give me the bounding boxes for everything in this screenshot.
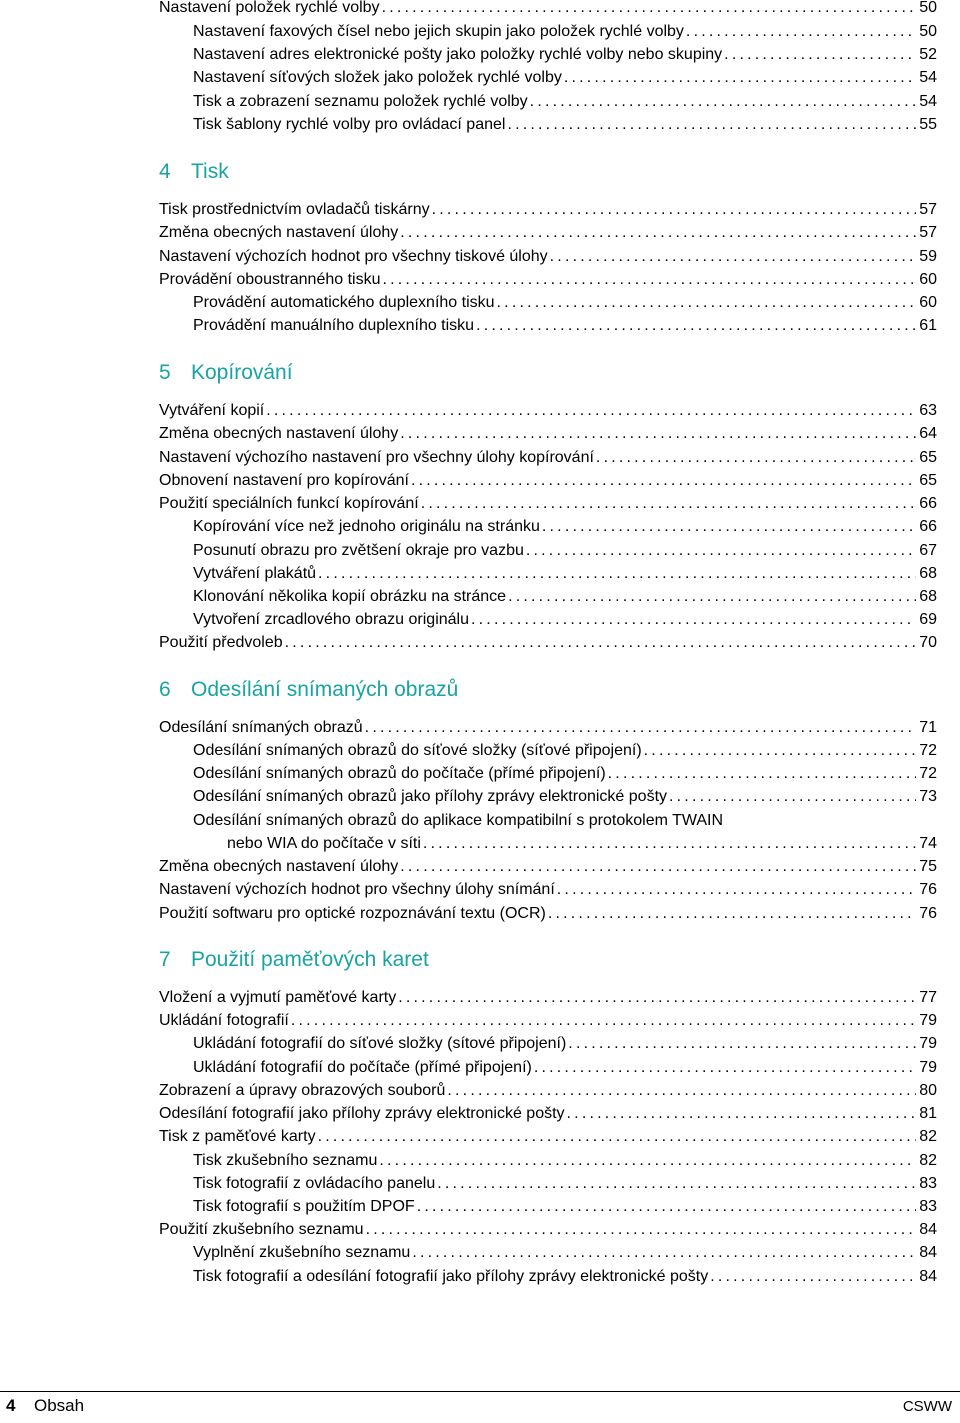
toc-entry[interactable] <box>193 608 937 631</box>
toc-entry[interactable] <box>193 66 937 89</box>
chapter-title: Kopírování <box>191 361 293 384</box>
toc-entry-page: 59 <box>919 248 937 265</box>
toc-entry[interactable] <box>193 539 937 562</box>
toc-entry-page: 65 <box>919 449 937 466</box>
toc-entry-page: 63 <box>919 402 937 419</box>
toc-entry[interactable] <box>159 1218 937 1241</box>
toc-entry[interactable] <box>193 20 937 43</box>
toc-entry-title: Tisk prostřednictvím ovladačů tiskárny <box>159 201 430 218</box>
toc-entry[interactable] <box>159 422 937 445</box>
toc-entry[interactable] <box>193 113 937 136</box>
chapter-heading[interactable] <box>159 676 458 704</box>
toc-entry[interactable] <box>159 631 937 654</box>
chapter-number: 4 <box>159 160 171 183</box>
toc-entry-page: 68 <box>919 565 937 582</box>
toc-entry-title: Změna obecných nastavení úlohy <box>159 425 399 442</box>
toc-entry-title: Nastavení položek rychlé volby <box>159 0 380 16</box>
toc-entry-page: 79 <box>919 1035 937 1052</box>
toc-entry-title: Vytváření kopií <box>159 402 265 419</box>
toc-entry[interactable] <box>193 515 937 538</box>
toc-entry-title: Klonování několika kopií obrázku na stránce <box>193 588 507 605</box>
toc-entry-page: 57 <box>919 201 937 218</box>
toc-entry-continuation[interactable] <box>227 832 937 855</box>
toc-entry[interactable] <box>193 762 937 785</box>
toc-entry-page: 60 <box>919 294 937 311</box>
toc-entry-page: 73 <box>919 788 937 805</box>
toc-entry[interactable] <box>159 1102 937 1125</box>
toc-entry-title: Nastavení výchozích hodnot pro všechny tiskové úlohy <box>159 248 548 265</box>
toc-entry-page: 57 <box>919 224 937 241</box>
toc-entry-page: 64 <box>919 425 937 442</box>
toc-entry-title: Provádění automatického duplexního tisku <box>193 294 495 311</box>
chapter-heading[interactable] <box>159 158 229 186</box>
toc-entry[interactable] <box>159 469 937 492</box>
toc-entry-title: Odesílání snímaných obrazů jako přílohy zprávy elektronické pošty <box>193 788 668 805</box>
toc-entry[interactable] <box>159 986 937 1009</box>
toc-entry[interactable] <box>193 785 937 808</box>
toc-entry-page: 52 <box>919 46 937 63</box>
toc-entry-title: Zobrazení a úpravy obrazových souborů <box>159 1082 446 1099</box>
toc-entry-page: 65 <box>919 472 937 489</box>
toc-entry[interactable] <box>193 1032 937 1055</box>
footer-section-title: Obsah <box>34 1396 85 1415</box>
toc-entry[interactable] <box>193 1195 937 1218</box>
toc-entry-page: 75 <box>919 858 937 875</box>
toc-entry-title: Vytvoření zrcadlového obrazu originálu <box>193 611 470 628</box>
toc-entry-title: Vytváření plakátů <box>193 565 317 582</box>
toc-entry[interactable] <box>193 1241 937 1264</box>
toc-entry[interactable] <box>159 716 937 739</box>
toc-entry[interactable] <box>193 562 937 585</box>
toc-entry-title: Změna obecných nastavení úlohy <box>159 858 399 875</box>
toc-entry-page: 66 <box>919 518 937 535</box>
toc-entry-title: Posunutí obrazu pro zvětšení okraje pro vazbu <box>193 542 524 559</box>
toc-entry-title: Provádění oboustranného tisku <box>159 271 381 288</box>
toc-entry[interactable] <box>193 1056 937 1079</box>
toc-entry-title: Tisk fotografií a odesílání fotografií jako přílohy zprávy elektronické pošty <box>193 1268 709 1285</box>
toc-entry-page: 83 <box>919 1175 937 1192</box>
toc-entry-page: 50 <box>919 23 937 40</box>
toc-entry-title: Nastavení adres elektronické pošty jako položky rychlé volby nebo skupiny <box>193 46 723 63</box>
toc-entry-title: Tisk fotografií z ovládacího panelu <box>193 1175 436 1192</box>
toc-entry[interactable] <box>159 446 937 469</box>
toc-entry-wrapped[interactable] <box>193 809 937 832</box>
toc-entry[interactable] <box>159 878 937 901</box>
toc-entry-title: Použití speciálních funkcí kopírování <box>159 495 419 512</box>
toc-entry[interactable] <box>159 0 937 19</box>
toc-entry[interactable] <box>159 221 937 244</box>
page-footer <box>0 1391 960 1423</box>
toc-entry-page: 81 <box>919 1105 937 1122</box>
toc-entry-title: Nastavení výchozích hodnot pro všechny úlohy snímání <box>159 881 555 898</box>
toc-entry-title: Ukládání fotografií do síťové složky (sítové připojení) <box>193 1035 567 1052</box>
toc-entry[interactable] <box>159 902 937 925</box>
toc-entry-title: Tisk fotografií s použitím DPOF <box>193 1198 415 1215</box>
chapter-number: 6 <box>159 678 171 701</box>
toc-entry[interactable] <box>193 291 937 314</box>
toc-entry-page: 77 <box>919 989 937 1006</box>
toc-entry[interactable] <box>193 314 937 337</box>
toc-entry[interactable] <box>193 1265 937 1288</box>
toc-entry-page: 54 <box>919 93 937 110</box>
chapter-heading[interactable] <box>159 946 429 974</box>
toc-entry[interactable] <box>159 1079 937 1102</box>
toc-entry-title: Tisk a zobrazení seznamu položek rychlé volby <box>193 93 528 110</box>
toc-entry-title: Změna obecných nastavení úlohy <box>159 224 399 241</box>
toc-entry[interactable] <box>159 198 937 221</box>
toc-entry[interactable] <box>193 1172 937 1195</box>
toc-entry-title: Tisk z paměťové karty <box>159 1128 316 1145</box>
toc-entry-title: Odesílání fotografií jako přílohy zprávy elektronické pošty <box>159 1105 565 1122</box>
toc-entry-title: Použití předvoleb <box>159 634 283 651</box>
footer-brand-code: CSWW <box>902 1398 952 1415</box>
toc-entry[interactable] <box>159 268 937 291</box>
toc-entry-title: Odesílání snímaných obrazů <box>159 719 363 736</box>
chapter-title: Odesílání snímaných obrazů <box>191 678 459 701</box>
toc-entry-title: Nastavení výchozího nastavení pro všechny úlohy kopírování <box>159 449 594 466</box>
toc-entry-page: 76 <box>919 905 937 922</box>
toc-entry-title-continuation: nebo WIA do počítače v síti <box>227 835 421 852</box>
toc-entry[interactable] <box>159 1009 937 1032</box>
toc-entry-title: Obnovení nastavení pro kopírování <box>159 472 409 489</box>
toc-entry-title: Ukládání fotografií do počítače (přímé připojení) <box>193 1059 532 1076</box>
toc-entry-title: Tisk zkušebního seznamu <box>193 1152 378 1169</box>
toc-entry-title: Odesílání snímaných obrazů do počítače (přímé připojení) <box>193 765 606 782</box>
toc-entry-title: Ukládání fotografií <box>159 1012 289 1029</box>
toc-entry-page: 70 <box>919 634 937 651</box>
chapter-title: Použití paměťových karet <box>191 948 429 971</box>
toc-entry[interactable] <box>193 585 937 608</box>
toc-entry[interactable] <box>159 399 937 422</box>
chapter-title: Tisk <box>191 160 229 183</box>
toc-entry-page: 72 <box>919 742 937 759</box>
toc-entry[interactable] <box>193 739 937 762</box>
toc-entry-title: Vyplnění zkušebního seznamu <box>193 1244 411 1261</box>
toc-entry-title: Odesílání snímaných obrazů do aplikace kompatibilní s protokolem TWAIN <box>193 812 724 829</box>
toc-entry[interactable] <box>159 492 937 515</box>
toc-entry-page: 66 <box>919 495 937 512</box>
toc-entry-title: Nastavení síťových složek jako položek rychlé volby <box>193 69 562 86</box>
toc-entry-title: Použití softwaru pro optické rozpoznávání textu (OCR) <box>159 905 546 922</box>
toc-entry-page: 79 <box>919 1059 937 1076</box>
toc-entry-page: 79 <box>919 1012 937 1029</box>
toc-entry-title: Tisk šablony rychlé volby pro ovládací panel <box>193 116 506 133</box>
toc-entry-page: 68 <box>919 588 937 605</box>
toc-entry-page: 69 <box>919 611 937 628</box>
toc-entry-page: 83 <box>919 1198 937 1215</box>
toc-entry[interactable] <box>159 855 937 878</box>
toc-entry[interactable] <box>159 245 937 268</box>
toc-entry-page: 84 <box>919 1244 937 1261</box>
toc-entry-page: 76 <box>919 881 937 898</box>
chapter-number: 5 <box>159 361 171 384</box>
toc-entry-page: 71 <box>919 719 937 736</box>
toc-entry-title: Nastavení faxových čísel nebo jejich skupin jako položek rychlé volby <box>193 23 684 40</box>
toc-entry-page: 54 <box>919 69 937 86</box>
toc-entry-page: 80 <box>919 1082 937 1099</box>
toc-entry-page: 55 <box>919 116 937 133</box>
toc-entry-title: Provádění manuálního duplexního tisku <box>193 317 475 334</box>
toc-entry-page: 74 <box>919 835 937 852</box>
chapter-heading[interactable] <box>159 359 293 387</box>
toc-entry[interactable] <box>159 1125 937 1148</box>
toc-entry-page: 60 <box>919 271 937 288</box>
toc-entry-title: Odesílání snímaných obrazů do síťové složky (síťové připojení) <box>193 742 642 759</box>
toc-entry-title: Kopírování více než jednoho originálu na stránku <box>193 518 540 535</box>
toc-entry-page: 50 <box>919 0 937 16</box>
chapter-number: 7 <box>159 948 171 971</box>
toc-entry-page: 84 <box>919 1221 937 1238</box>
toc-entry-page: 82 <box>919 1128 937 1145</box>
footer-page-number: 4 <box>6 1396 16 1415</box>
toc-entry[interactable] <box>193 90 937 113</box>
toc-entry-page: 67 <box>919 542 937 559</box>
toc-entry-page: 61 <box>919 317 937 334</box>
toc-entry-page: 72 <box>919 765 937 782</box>
toc-entry-page: 84 <box>919 1268 937 1285</box>
toc-entry[interactable] <box>193 1149 937 1172</box>
toc-entry[interactable] <box>193 43 937 66</box>
toc-entry-title: Použití zkušebního seznamu <box>159 1221 364 1238</box>
toc-entry-page: 82 <box>919 1152 937 1169</box>
toc-entry-title: Vložení a vyjmutí paměťové karty <box>159 989 397 1006</box>
